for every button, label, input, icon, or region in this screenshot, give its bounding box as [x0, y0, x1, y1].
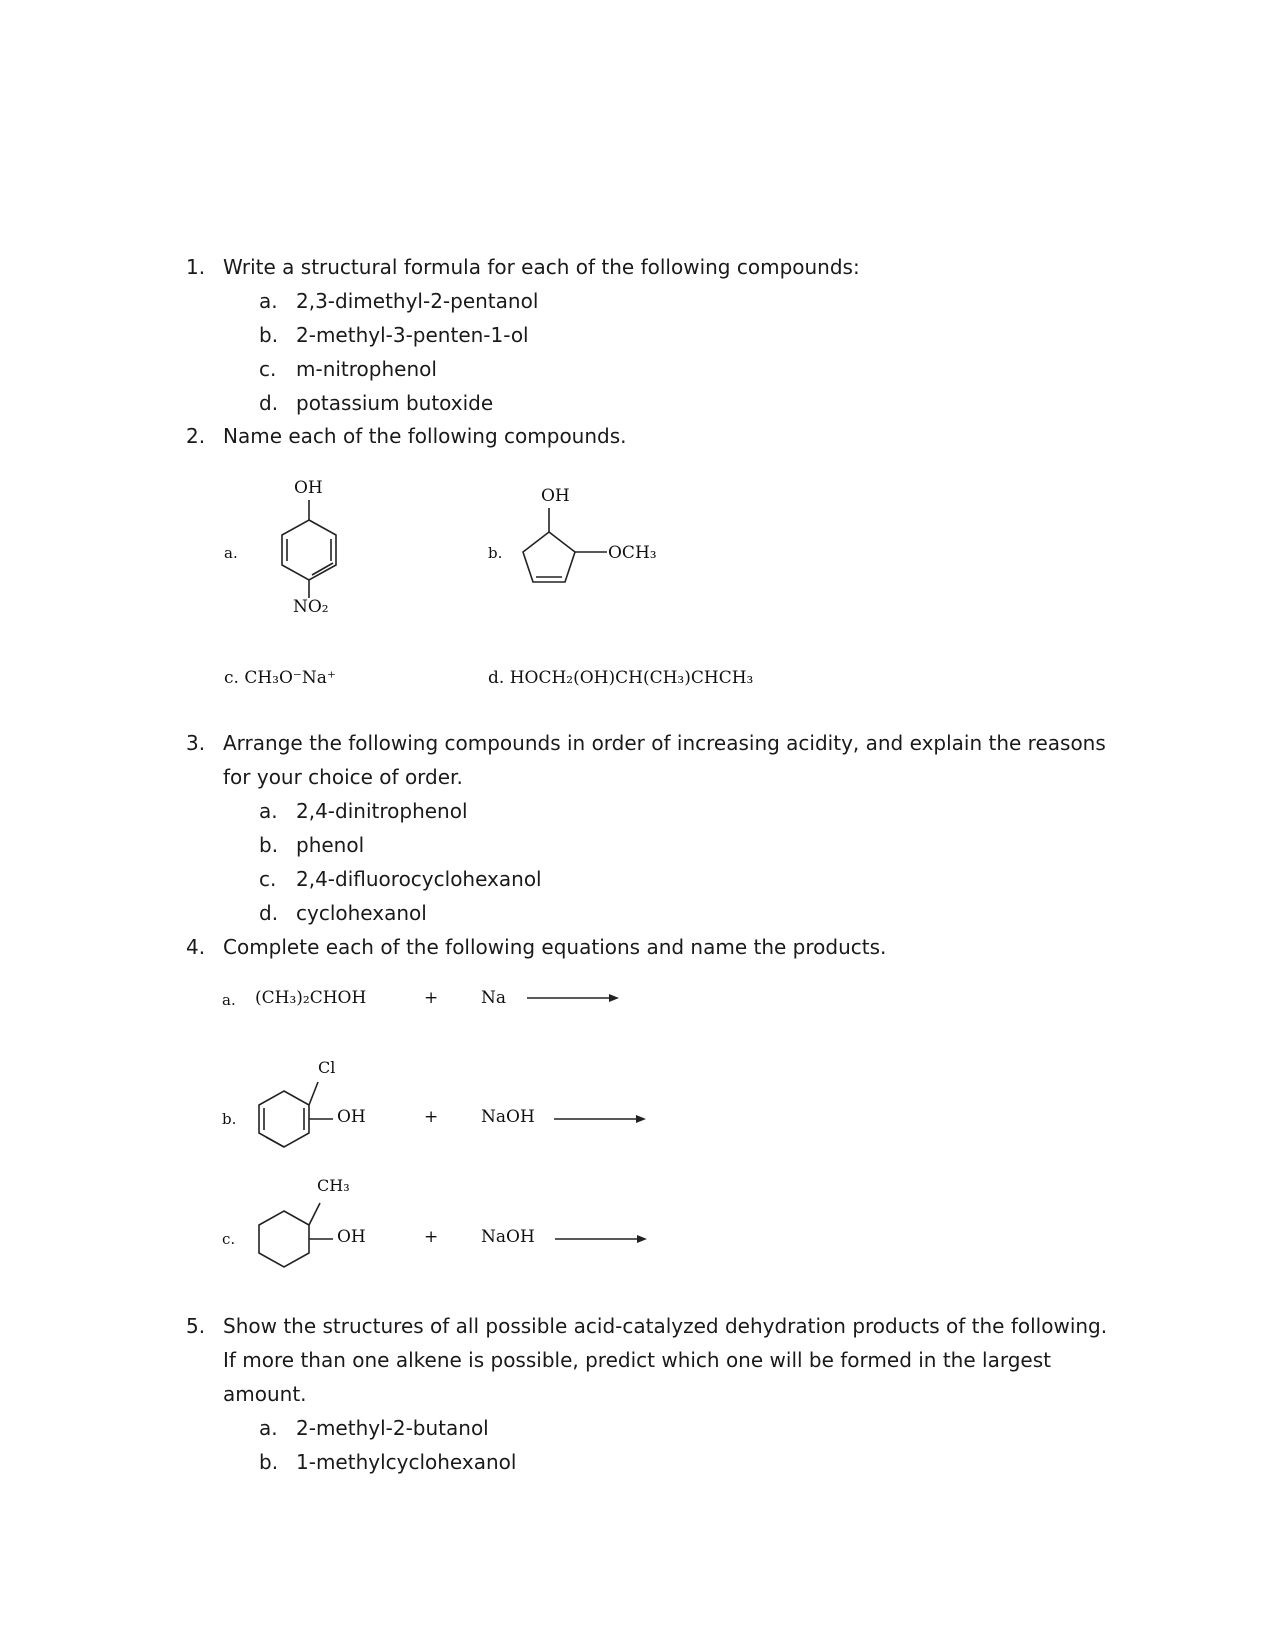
hydroxyl-group-label: OH — [541, 486, 570, 506]
methoxy-group-label: OCH₃ — [608, 543, 657, 563]
plus-sign: + — [424, 988, 439, 1008]
question-text: Name each of the following compounds. — [223, 424, 627, 448]
reactant-formula: (CH₃)₂CHOH — [255, 988, 367, 1008]
methyl-group-label: CH₃ — [317, 1176, 350, 1195]
compound-d-formula: d. HOCH₂(OH)CH(CH₃)CHCH₃ — [488, 668, 754, 688]
hydroxyl-group-label: OH — [294, 478, 323, 498]
question-number: 4. — [186, 935, 206, 959]
hydroxyl-group-label: OH — [337, 1107, 366, 1127]
hydroxyl-group-label: OH — [337, 1227, 366, 1247]
equation-label: a. — [222, 991, 236, 1009]
question-number: 5. — [186, 1314, 206, 1338]
chloro-group-label: Cl — [318, 1058, 336, 1077]
equation-label: c. — [222, 1230, 236, 1248]
question-number: 1. — [186, 255, 206, 279]
reagent-label: NaOH — [481, 1107, 535, 1127]
plus-sign: + — [424, 1107, 439, 1127]
question-text: Complete each of the following equations and name the products. — [223, 935, 887, 959]
reagent-label: Na — [481, 988, 507, 1008]
nitro-group-label: NO₂ — [293, 597, 329, 617]
question-number: 3. — [186, 731, 206, 755]
structure-label: b. — [488, 544, 503, 562]
plus-sign: + — [424, 1227, 439, 1247]
compound-c-formula: c. CH₃O⁻Na⁺ — [224, 668, 336, 688]
question-text: Write a structural formula for each of the following compounds: — [223, 255, 860, 279]
equation-label: b. — [222, 1110, 237, 1128]
question-text: Show the structures of all possible acid-catalyzed dehydration products of the following. — [223, 1314, 1108, 1338]
structure-label: a. — [224, 544, 238, 562]
reagent-label: NaOH — [481, 1227, 535, 1247]
question-number: 2. — [186, 424, 206, 448]
question-text: Arrange the following compounds in order of increasing acidity, and explain the reasons — [223, 731, 1106, 755]
